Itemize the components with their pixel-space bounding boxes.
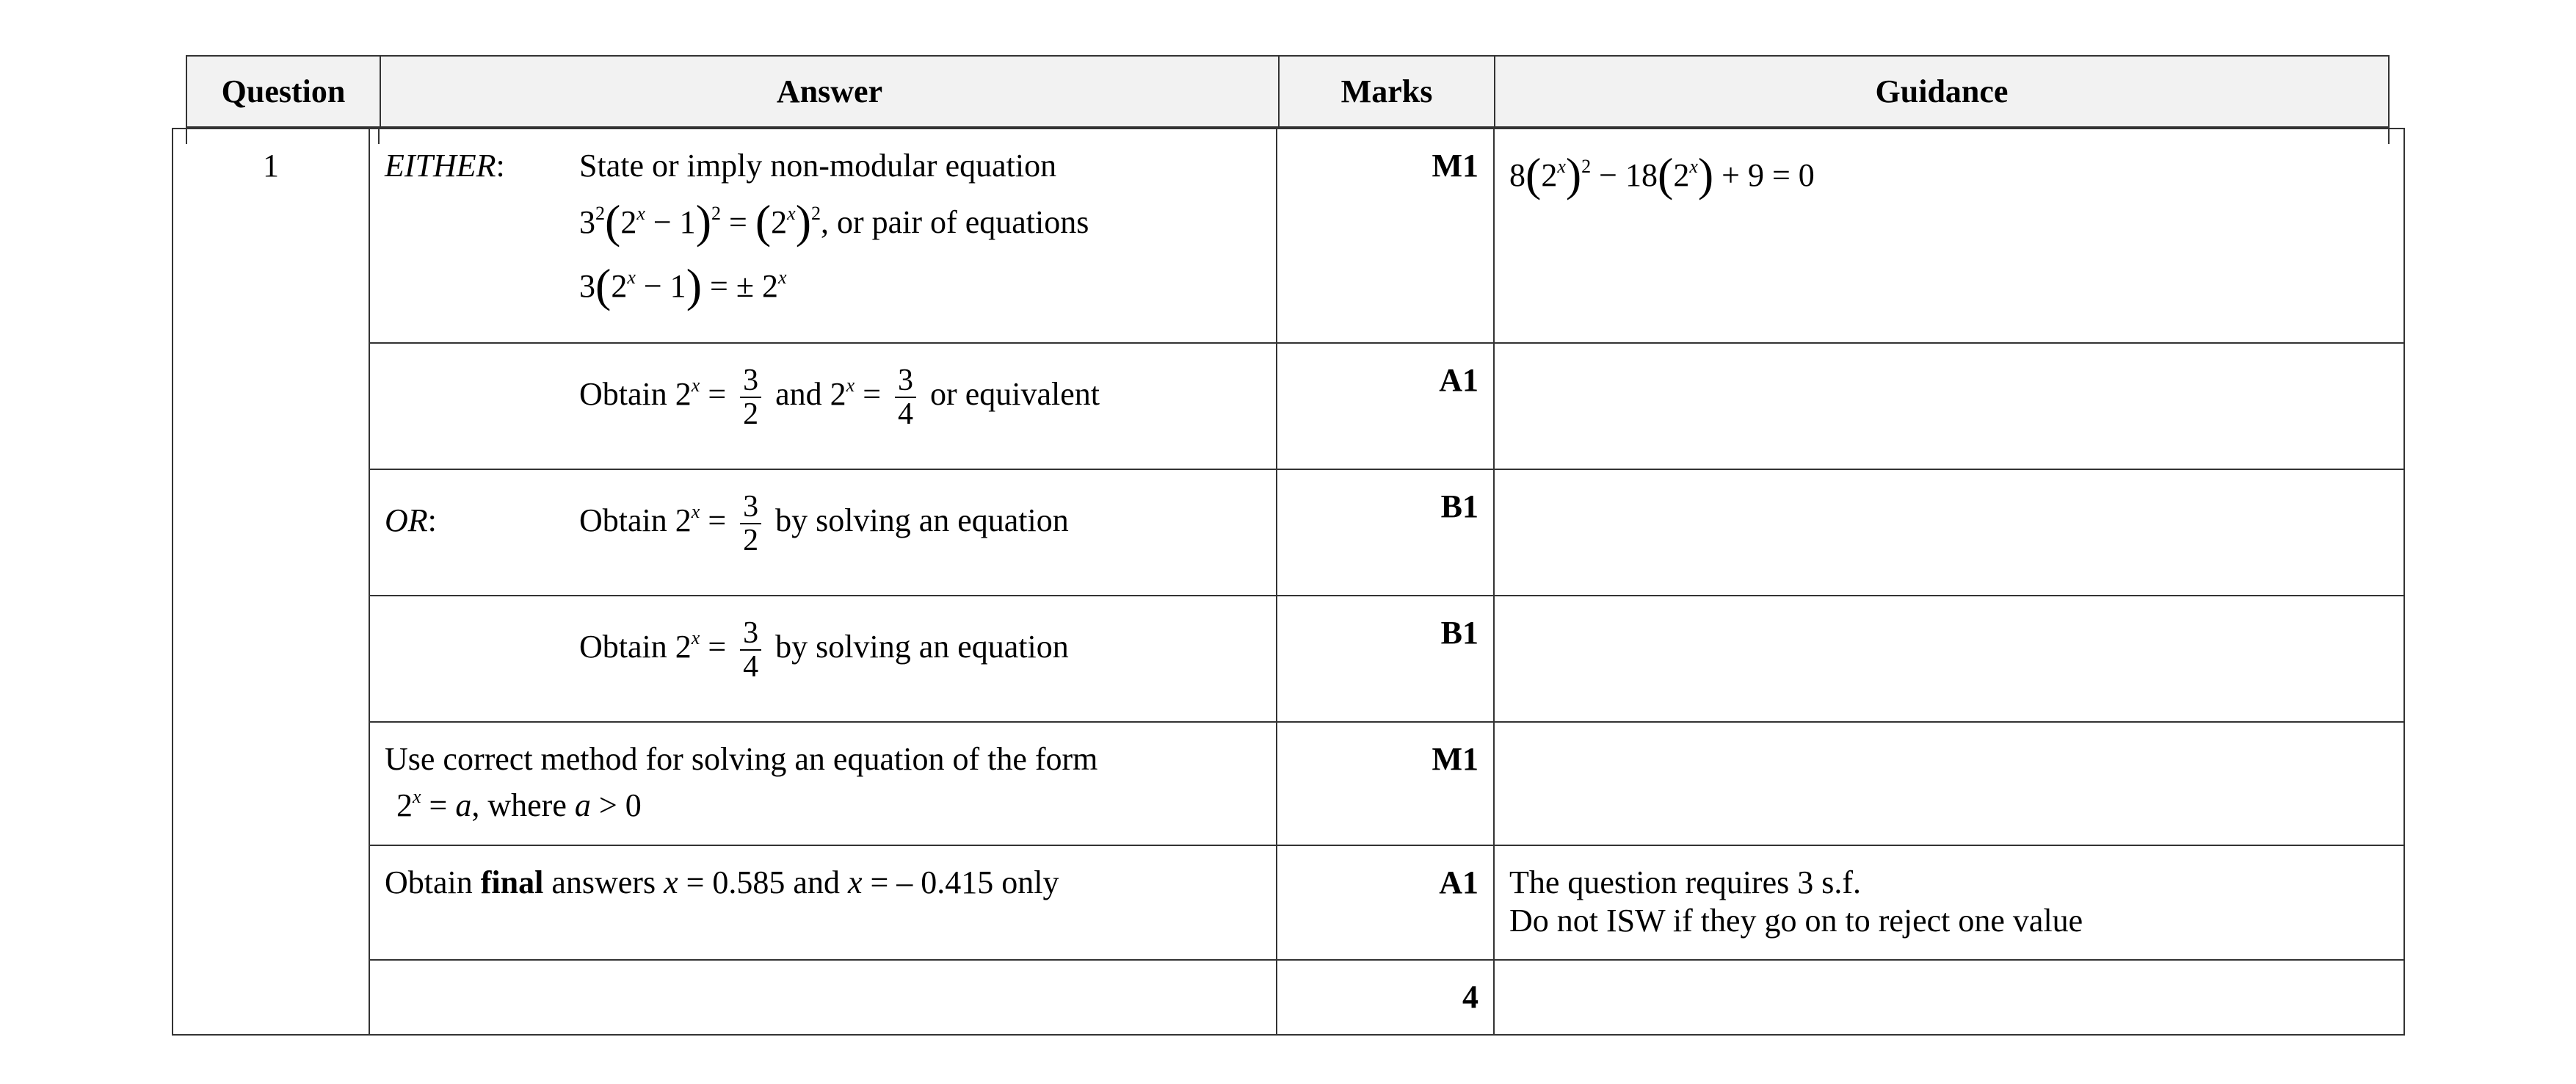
guidance-cell xyxy=(1494,845,2404,960)
question-number xyxy=(173,129,369,1035)
table-row-total xyxy=(173,960,2404,1035)
mark-cell: B1 xyxy=(1277,469,1494,596)
header-marks: Marks xyxy=(1280,57,1495,126)
answer-text: State or imply non-modular equation xyxy=(579,148,1057,184)
table-row xyxy=(173,596,2404,722)
answer-condition: $2^x = a$, where a > 0 xyxy=(396,785,642,823)
table-row xyxy=(173,469,2404,596)
answer-cell xyxy=(369,343,1277,469)
answer-cell xyxy=(369,469,1277,596)
fraction: $\frac{3}{2}$ xyxy=(740,491,761,557)
answer-text: Obtain $2^x$ = $\frac{3}{2}$ and $2^x$ = $\frac{3}{4}$ or equivalent xyxy=(579,364,1100,432)
answer-text: Obtain final answers x = 0.585 and x = – 0.415 only xyxy=(385,864,1059,900)
answer-cell xyxy=(369,845,1277,960)
either-label: EITHER: xyxy=(385,148,505,184)
table-row xyxy=(173,722,2404,845)
equation-modular: $3^2(2^x - 1)^2 = (2^x)^2$, or pair of equations xyxy=(579,195,1089,247)
or-label: OR: xyxy=(385,502,437,539)
guidance-cell xyxy=(1494,722,2404,845)
guidance-cell xyxy=(1494,596,2404,722)
guidance-cell xyxy=(1494,960,2404,1035)
answer-text: OR: Obtain $2^x$ = $\frac{3}{2}$ by solving an equation xyxy=(385,490,1069,558)
header-question: Question xyxy=(187,57,381,126)
fraction: $\frac{3}{4}$ xyxy=(895,364,916,430)
guidance-text: The question requires 3 s.f. xyxy=(1509,864,1861,900)
answer-cell xyxy=(369,960,1277,1035)
guidance-equation: $8(2^x)^2 - 18(2^x) + 9 = 0$ xyxy=(1509,148,1815,200)
mark-cell: M1 xyxy=(1277,129,1494,343)
table-row xyxy=(173,343,2404,469)
guidance-cell xyxy=(1494,469,2404,596)
mark-scheme-table xyxy=(172,128,2405,1036)
table-row xyxy=(173,845,2404,960)
header-answer: Answer xyxy=(381,57,1280,126)
question-number-text: 1 xyxy=(263,148,279,184)
mark-cell: B1 xyxy=(1277,596,1494,722)
fraction: $\frac{3}{4}$ xyxy=(740,617,761,683)
table-header xyxy=(186,55,2390,128)
guidance-cell xyxy=(1494,343,2404,469)
equation-pair: $3(2^x - 1)$ = ± $2^x$ xyxy=(579,259,787,312)
guidance-text: Do not ISW if they go on to reject one value xyxy=(1509,902,2083,939)
header-guidance: Guidance xyxy=(1875,73,2009,109)
total-marks: 4 xyxy=(1277,960,1494,1035)
answer-text: Use correct method for solving an equation of the form xyxy=(385,741,1098,777)
mark-cell: A1 xyxy=(1277,845,1494,960)
answer-text: Obtain $2^x$ = $\frac{3}{4}$ by solving an equation xyxy=(579,616,1069,684)
answer-cell xyxy=(369,722,1277,845)
answer-cell xyxy=(369,129,1277,343)
fraction: $\frac{3}{2}$ xyxy=(740,364,761,430)
mark-cell: A1 xyxy=(1277,343,1494,469)
answer-cell xyxy=(369,596,1277,722)
guidance-cell xyxy=(1494,129,2404,343)
mark-cell: M1 xyxy=(1277,722,1494,845)
table-row xyxy=(173,129,2404,343)
